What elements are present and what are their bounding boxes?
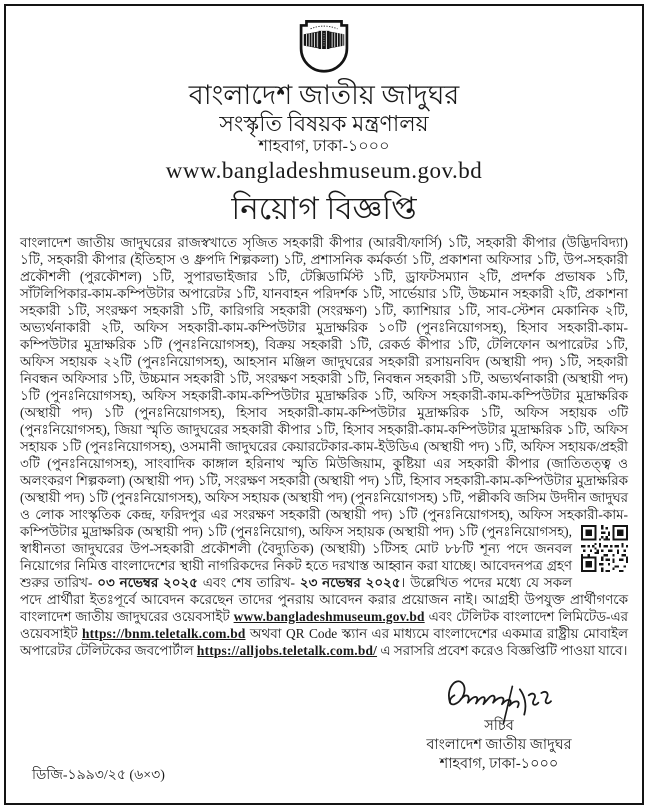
qr-code-icon xyxy=(581,525,628,572)
application-start-date: ০৩ নভেম্বর ২০২৫ xyxy=(97,574,198,590)
document-border-frame xyxy=(4,4,644,805)
notice-title: নিয়োগ বিজ্ঞপ্তি xyxy=(231,190,417,226)
signer-address: শাহবাগ, ঢাকা-১০০০ xyxy=(439,755,559,772)
signature-area xyxy=(18,673,604,774)
body-text-segment: এ সরাসরি প্রবেশ করেও বিজ্ঞপ্তিটি পাওয়া যাবে। xyxy=(377,642,628,658)
body-text-segment: অথবা QR Code স্ক্যান এর মাধ্যমে বাংলাদেশের একমাত্র রাষ্ট্রীয় মোবাইল অপারেটর টেলিটকের জবপোর্টাল xyxy=(20,625,628,658)
body-text-segment: । উল্লেখিত পদের মধ্যে যে সকল পদে প্রার্থীরা ইতঃপূর্বে আবেদন করেছেন তাদের পুনরায় আবেদন করার প্রয়োজন নাই। আগ্রহী উপযুক্ত প্রার্থীগণকে বাংলাদেশ জাতীয় জাদুঘরের ওয়েবসাইট xyxy=(20,574,628,624)
signer-title: সচিব xyxy=(484,717,514,734)
notice-body xyxy=(20,234,628,659)
org-address: শাহবাগ, ঢাকা-১০০০ xyxy=(258,138,390,156)
alljobs-teletalk-link[interactable]: https://alljobs.teletalk.com.bd/ xyxy=(196,642,378,658)
body-summary: স্বাধীনতা জাদুঘরের উপ-সহকারী প্রকৌশলী (বৈদ্যুতিক) (অস্থায়ী) ১টিসহ মোট ৮৮টি শূন্য পদে জনবল নিয়োগের নিমিত্ত বাংলাদেশের স্থায়ী নাগরিকদের নিকট হতে দরখাস্ত আহ্বান করা যাচ্ছে। আবেদনপত্র গ্রহণ শুরুর তারিখ- xyxy=(20,540,572,590)
body-text-segment: এবং টেলিটক বাংলাদেশ লিমিটেড-এর ওয়েবসাইট xyxy=(20,608,629,641)
org-website: www.bangladeshmuseum.gov.bd xyxy=(165,158,483,184)
reference-number: ডিজি-১৯৯৩/২৫ (৬×৩) xyxy=(32,768,165,783)
ministry-name: সংস্কৃতি বিষয়ক মন্ত্রণালয় xyxy=(219,111,429,137)
org-name: বাংলাদেশ জাতীয় জাদুঘর xyxy=(188,80,460,110)
signer-org: বাংলাদেশ জাতীয় জাদুঘর xyxy=(426,736,572,753)
bnm-teletalk-link[interactable]: https://bnm.teletalk.com.bd xyxy=(82,625,246,641)
museum-website-link[interactable]: www.bangladeshmuseum.gov.bd xyxy=(233,608,425,624)
body-vacancy-list: বাংলাদেশ জাতীয় জাদুঘরের রাজস্বখাতে সৃজিত সহকারী কীপার (আরবী/ফার্সি) ১টি, সহকারী কীপার (উদ্ভিদবিদ্যা) ১টি, সহকারী কীপার (ইতিহাস ও ধ্রুপদি শিল্পকলা) ১টি, প্রশাসনিক কর্মকর্তা ১টি, প্রকাশনা অফিসার ১টি, উপ-সহকারী প্রকৌশলী (পুরকৌশল) ১টি, সুপারভাইজার ১টি, টেক্সিডার্মিস্ট ১টি, ড্রাফটসম্যান ২টি, প্রদর্শক প্রভাষক ১টি, সাঁটলিপিকার-কাম-কম্পিউটার অপারেটর ১টি, যানবাহন পরিদর্শক ১টি, সার্ভেয়ার ১টি, উচ্চমান সহকারী ২টি, প্রকাশনা সহকারী ১টি, সংরক্ষণ সহকারী ১টি, কারিগরি সহকারী (সংরক্ষণ) ১টি, ক্যাশিয়ার ১টি, সাব-স্টেশন মেকানিক ২টি, অভ্যর্থনাকারী ২টি, অফিস সহকারী-কাম-কম্পিউটার মুদ্রাক্ষরিক ১০টি (পুনঃনিয়োগসহ), হিসাব সহকারী-কাম-কম্পিউটার মুদ্রাক্ষরিক ১টি (পুনঃনিয়োগসহ), বিক্রয় সহকারী ১টি, রেকর্ড কীপার ১টি, টেলিফোন অপারেটর ১টি, অফিস সহায়ক ২২টি (পুনঃনিয়োগসহ), আহসান মঞ্জিল জাদুঘরের সহকারী রসায়নবিদ (অস্থায়ী পদ) ১টি, সহকারী নিবন্ধন অফিসার ১টি, উচ্চমান সহকারী ১টি, সংরক্ষণ সহকারী ১টি, নিবন্ধন সহকারী ১টি, অভ্যর্থনাকারী (অস্থায়ী পদ) ১টি (পুনঃনিয়োগসহ), অফিস সহকারী-কাম-কম্পিউটার মুদ্রাক্ষরিক ১টি, অফিস সহকারী-কাম-কম্পিউটার মুদ্রাক্ষরিক (অস্থায়ী পদ) ১টি (পুনঃনিয়োগসহ), হিসাব সহকারী-কাম-কম্পিউটার মুদ্রাক্ষরিক ১টি, অফিস সহায়ক ৩টি (পুনঃনিয়োগসহ), জিয়া স্মৃতি জাদুঘরের সহকারী কীপার ১টি, হিসাব সহকারী-কাম-কম্পিউটার মুদ্রাক্ষরিক ১টি, অফিস সহায়ক ১টি (পুনঃনিয়োগসহ), ওসমানী জাদুঘরের কেয়ারটেকার-কাম-ইউডিএ (অস্থায়ী পদ) ১টি, অফিস সহায়ক/প্রহরী ৩টি (পুনঃনিয়োগসহ), সাংবাদিক কাঙ্গাল হরিনাথ স্মৃতি মিউজিয়াম, কুষ্টিয়া এর সহকারী কীপার (জাতিতত্ত্ব ও অলংকরণ শিল্পকলা) (অস্থায়ী পদ) ১টি, সংরক্ষণ সহকারী (অস্থায়ী পদ) ১টি, হিসাব সহকারী-কাম-কম্পিউটার মুদ্রাক্ষরিক (অস্থায়ী পদ) ১টি (পুনঃনিয়োগসহ), অফিস সহায়ক (অস্থায়ী পদ) (পুনঃনিয়োগসহ) ১টি, পল্লীকবি জসিম উদদীন জাদুঘর ও লোক সাংস্কৃতিক কেন্দ্র, ফরিদপুর এর সংরক্ষণ সহকারী (অস্থায়ী পদ) ১টি (পুনঃনিয়োগসহ), অফিস সহকারী-কাম-কম্পিউটার মুদ্রাক্ষরিক (অস্থায়ী পদ) ১টি (পুনঃনিয়োগ), অফিস সহায়ক (অস্থায়ী পদ) ১টি (পুনঃনিয়োগসহ), xyxy=(20,234,628,539)
letterhead xyxy=(18,16,630,227)
museum-logo-icon xyxy=(18,16,630,78)
body-text-segment: এবং শেষ তারিখ- xyxy=(197,574,300,590)
application-end-date: ২৩ নভেম্বর ২০২৫ xyxy=(299,574,401,590)
